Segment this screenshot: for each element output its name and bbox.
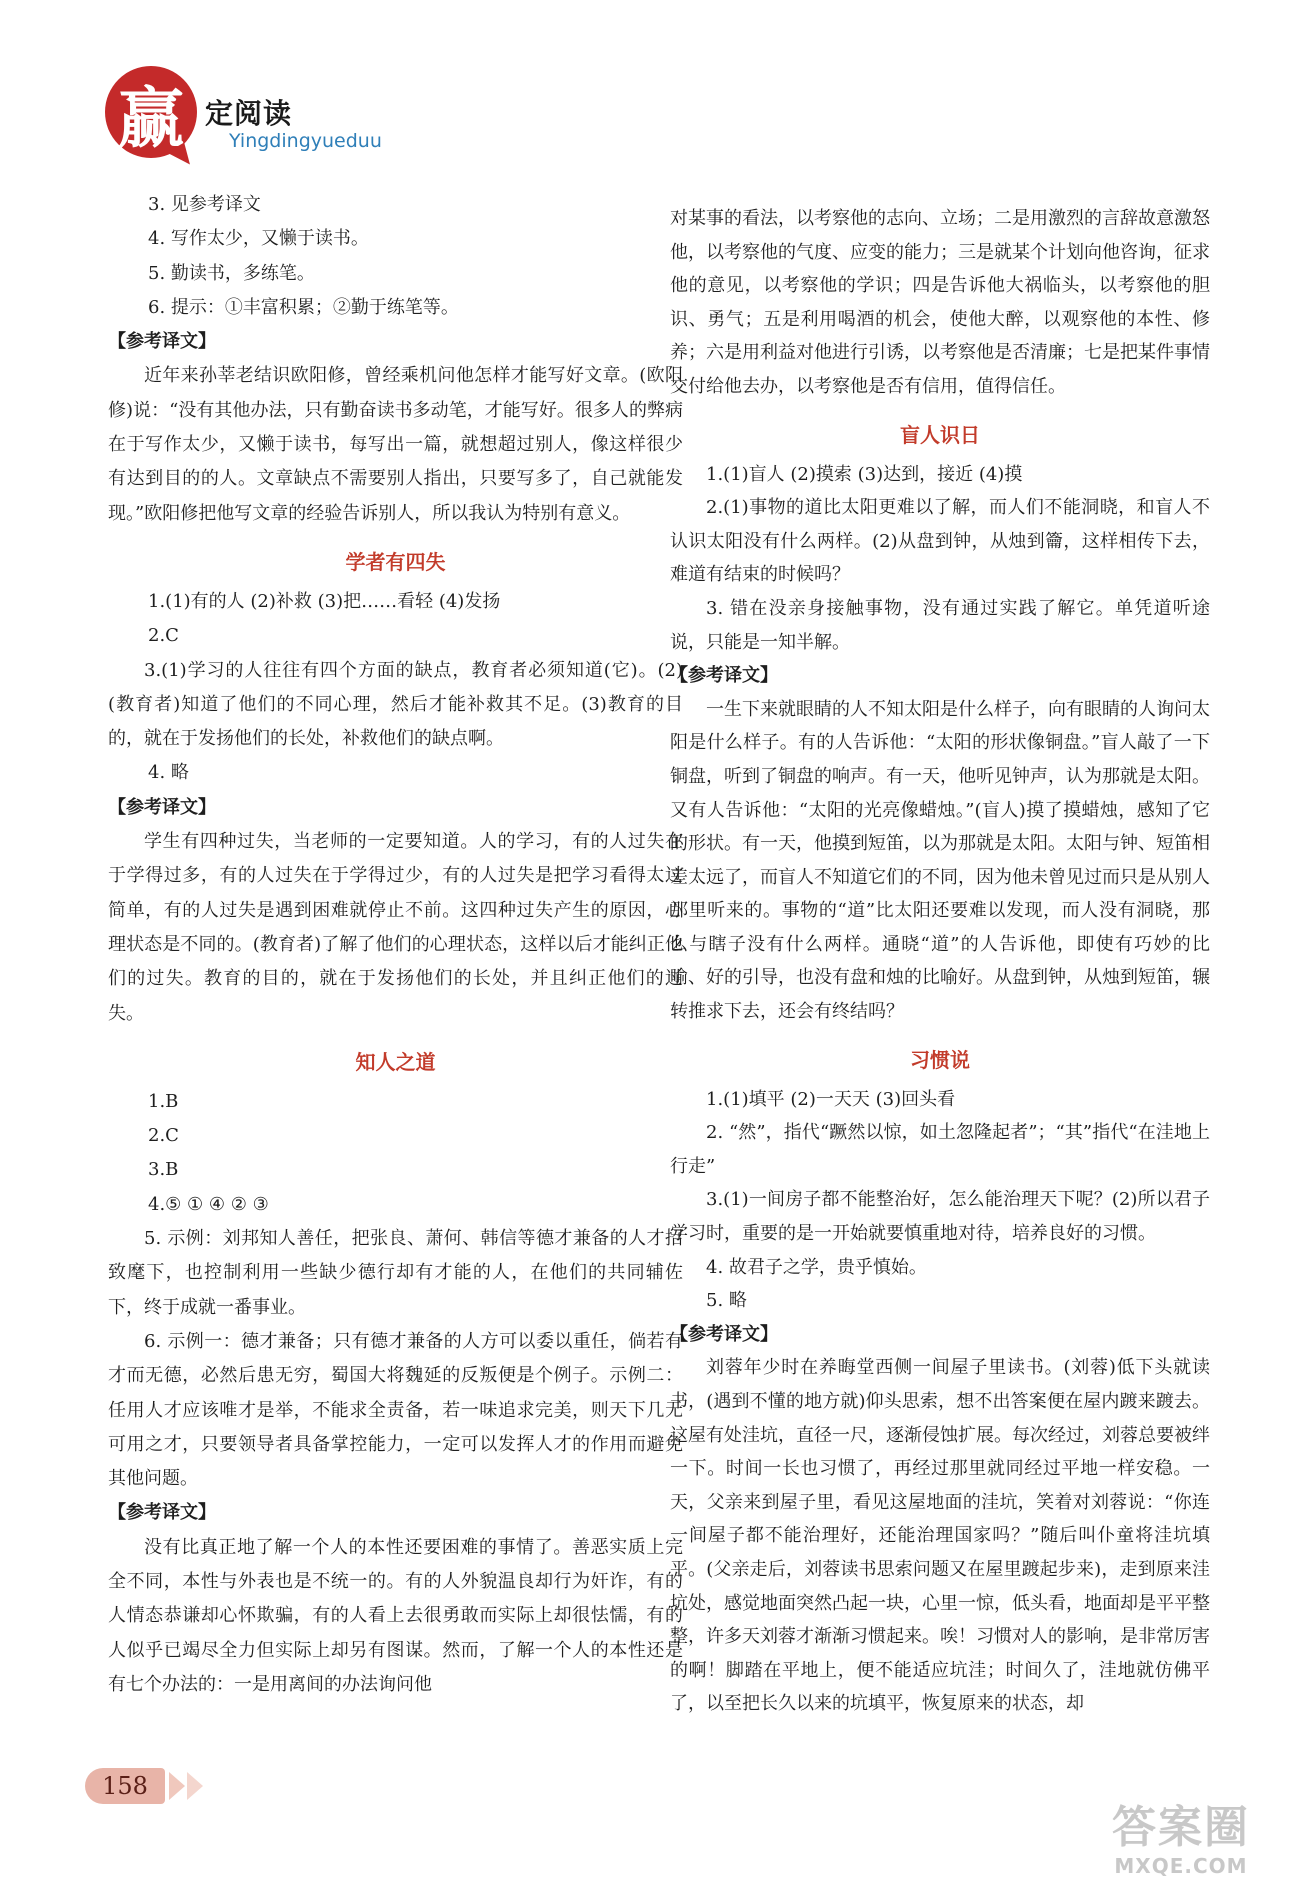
answer-item: 6. 示例一：德才兼备；只有德才兼备的人方可以委以重任，倘若有才而无德，必然后患无穷，蜀国大将魏延的反叛便是个例子。示例二：任用人才应该唯才是举，不能求全责备，若一味追求完美，则天下几无可用之才，只要领导者具备掌控能力，一定可以发挥人才的作用而避免其他问题。 bbox=[108, 1330, 683, 1490]
answer-item: 2.C bbox=[148, 625, 179, 647]
answer-item: 1.B bbox=[148, 1090, 179, 1112]
answer-item: 4. 故君子之学，贵乎慎始。 bbox=[706, 1256, 927, 1278]
brand-pinyin: Yingdingyueduu bbox=[229, 130, 382, 152]
reference-translation-label: 【参考译文】 bbox=[108, 331, 216, 353]
page-number-badge bbox=[85, 1768, 265, 1808]
section-title: 知人之道 bbox=[355, 1049, 436, 1074]
answer-item: 2. “然”，指代“蹶然以惊，如土忽隆起者”；“其”指代“在洼地上行走” bbox=[670, 1122, 1210, 1177]
answer-item: 1.(1)有的人 (2)补救 (3)把……看轻 (4)发扬 bbox=[148, 590, 501, 612]
answer-item: 5. 略 bbox=[706, 1290, 747, 1312]
brand-title: 定阅读 bbox=[205, 97, 293, 130]
answer-item: 1.(1)填平 (2)一天天 (3)回头看 bbox=[706, 1088, 956, 1110]
reference-translation-label: 【参考译文】 bbox=[108, 1502, 216, 1524]
reference-translation-text: 学生有四种过失，当老师的一定要知道。人的学习，有的人过失在于学得过多，有的人过失在于学得过少，有的人过失是把学习看得太过简单，有的人过失是遇到困难就停止不前。这四种过失产生的原因，心理状态是不同的。(教育者)了解了他们的心理状态，这样以后才能纠正他们的过失。教育的目的，就在于发扬他们的长处，并且纠正他们的过失。 bbox=[108, 831, 683, 1024]
answer-item: 5. 勤读书，多练笔。 bbox=[148, 262, 315, 284]
answer-item: 3. 错在没亲身接触事物，没有通过实践了解它。单凭道听途说，只能是一知半解。 bbox=[670, 597, 1210, 653]
logo-char: 赢 bbox=[118, 78, 184, 157]
answer-item: 5. 示例：刘邦知人善任，把张良、萧何、韩信等德才兼备的人才招致麾下，也控制利用一些缺少德行却有才能的人，在他们的共同辅佐下，终于成就一番事业。 bbox=[108, 1228, 683, 1318]
answer-item: 4.⑤ ① ④ ② ③ bbox=[148, 1193, 269, 1215]
answer-item: 6. 提示：①丰富积累；②勤于练笔等。 bbox=[148, 296, 459, 318]
reference-translation-text: 近年来孙莘老结识欧阳修，曾经乘机问他怎样才能写好文章。(欧阳修)说：“没有其他办法，只有勤奋读书多动笔，才能写好。很多人的弊病在于写作太少，又懒于读书，每写出一篇，就想超过别人，像这样很少有达到目的的人。文章缺点不需要别人指出，只要写多了，自己就能发现。”欧阳修把他写文章的经验告诉别人，所以我认为特别有意义。 bbox=[108, 365, 683, 524]
watermark-main: 答案圈 bbox=[1112, 1802, 1250, 1853]
answer-item: 4. 写作太少，又懒于读书。 bbox=[148, 228, 369, 250]
reference-translation-text: 刘蓉年少时在养晦堂西侧一间屋子里读书。(刘蓉)低下头就读书，(遇到不懂的地方就)仰头思索，想不出答案便在屋内踱来踱去。这屋有处洼坑，直径一尺，逐渐侵蚀扩展。每次经过，刘蓉总要被绊一下。时间一长也习惯了，再经过那里就同经过平地一样安稳。一天，父亲来到屋子里，看见这屋地面的洼坑，笑着对刘蓉说：“你连一间屋子都不能治理好，还能治理国家吗？”随后叫仆童将洼坑填平。(父亲走后，刘蓉读书思索问题又在屋里踱起步来)，走到原来洼坑处，感觉地面突然凸起一块，心里一惊，低头看，地面却是平平整整，许多天刘蓉才渐渐习惯起来。唉！习惯对人的影响，是非常厉害的啊！脚踏在平地上，便不能适应坑洼；时间久了，洼地就仿佛平了，以至把长久以来的坑填平，恢复原来的状态，却 bbox=[670, 1357, 1210, 1715]
reference-translation-label: 【参考译文】 bbox=[670, 665, 778, 687]
reference-translation-text: 一生下来就眼睛的人不知太阳是什么样子，向有眼睛的人询问太阳是什么样子。有的人告诉他：“太阳的形状像铜盘。”盲人敲了一下铜盘，听到了铜盘的响声。有一天，他听见钟声，认为那就是太阳。又有人告诉他：“太阳的光亮像蜡烛。”(盲人)摸了摸蜡烛，感知了它的形状。有一天，他摸到短笛，以为那就是太阳。太阳与钟、短笛相差太远了，而盲人不知道它们的不同，因为他未曾见过而只是从别人那里听来的。事物的“道”比太阳还要难以发现，而人没有洞晓，那么与瞎子没有什么两样。通晓“道”的人告诉他，即使有巧妙的比喻、好的引导，也没有盘和烛的比喻好。从盘到钟，从烛到短笛，辗转推求下去，还会有终结吗？ bbox=[670, 698, 1210, 1023]
answer-item: 3.(1)一间房子都不能整治好，怎么能治理天下呢？(2)所以君子学习时，重要的是一开始就要慎重地对待，培养良好的习惯。 bbox=[670, 1189, 1210, 1245]
chevron-right-icon bbox=[187, 1772, 203, 1800]
brand-header bbox=[95, 58, 415, 168]
answer-item: 1.(1)盲人 (2)摸索 (3)达到，接近 (4)摸 bbox=[706, 463, 1023, 485]
section-title: 盲人识日 bbox=[900, 422, 980, 447]
answer-item: 2.C bbox=[148, 1125, 179, 1147]
answer-item: 3.B bbox=[148, 1159, 179, 1181]
answer-item: 2.(1)事物的道比太阳更难以了解，而人们不能洞晓，和盲人不认识太阳没有什么两样。(2)从盘到钟，从烛到籥，这样相传下去，难道有结束的时候吗？ bbox=[670, 497, 1210, 586]
reference-translation-label: 【参考译文】 bbox=[670, 1323, 778, 1345]
watermark-url: MXQE.COM bbox=[1114, 1854, 1248, 1878]
chevron-right-icon bbox=[169, 1772, 185, 1800]
reference-translation-text: 没有比真正地了解一个人的本性还要困难的事情了。善恶实质上完全不同，本性与外表也是不统一的。有的人外貌温良却行为奸诈，有的人情态恭谦却心怀欺骗，有的人看上去很勇敢而实际上却很怯懦，有的人似乎已竭尽全力但实际上却另有图谋。然而，了解一个人的本性还是有七个办法的：一是用离间的办法询问他 bbox=[108, 1536, 683, 1695]
answer-item: 4. 略 bbox=[148, 762, 189, 784]
section-title: 习惯说 bbox=[910, 1047, 970, 1072]
answer-item: 3. 见参考译文 bbox=[148, 194, 261, 215]
answer-item: 3.(1)学习的人往往有四个方面的缺点，教育者必须知道(它)。(2)(教育者)知道了他们的不同心理，然后才能补救其不足。(3)教育的目的，就在于发扬他们的长处，补救他们的缺点啊。 bbox=[108, 659, 683, 750]
page-number: 158 bbox=[85, 1768, 165, 1804]
watermark bbox=[1086, 1802, 1276, 1887]
right-column bbox=[670, 202, 1210, 1721]
left-column bbox=[108, 188, 683, 1702]
section-title: 学者有四失 bbox=[345, 549, 446, 574]
reference-translation-label: 【参考译文】 bbox=[108, 796, 216, 818]
reference-translation-continued: 对某事的看法，以考察他的志向、立场；二是用激烈的言辞故意激怒他，以考察他的气度、应变的能力；三是就某个计划向他咨询，征求他的意见，以考察他的学识；四是告诉他大祸临头，以考察他的胆识、勇气；五是利用喝酒的机会，使他大醉，以观察他的本性、修养；六是用利益对他进行引诱，以考察他是否清廉；七是把某件事情交付给他去办，以考察他是否有信用，值得信任。 bbox=[670, 208, 1210, 397]
